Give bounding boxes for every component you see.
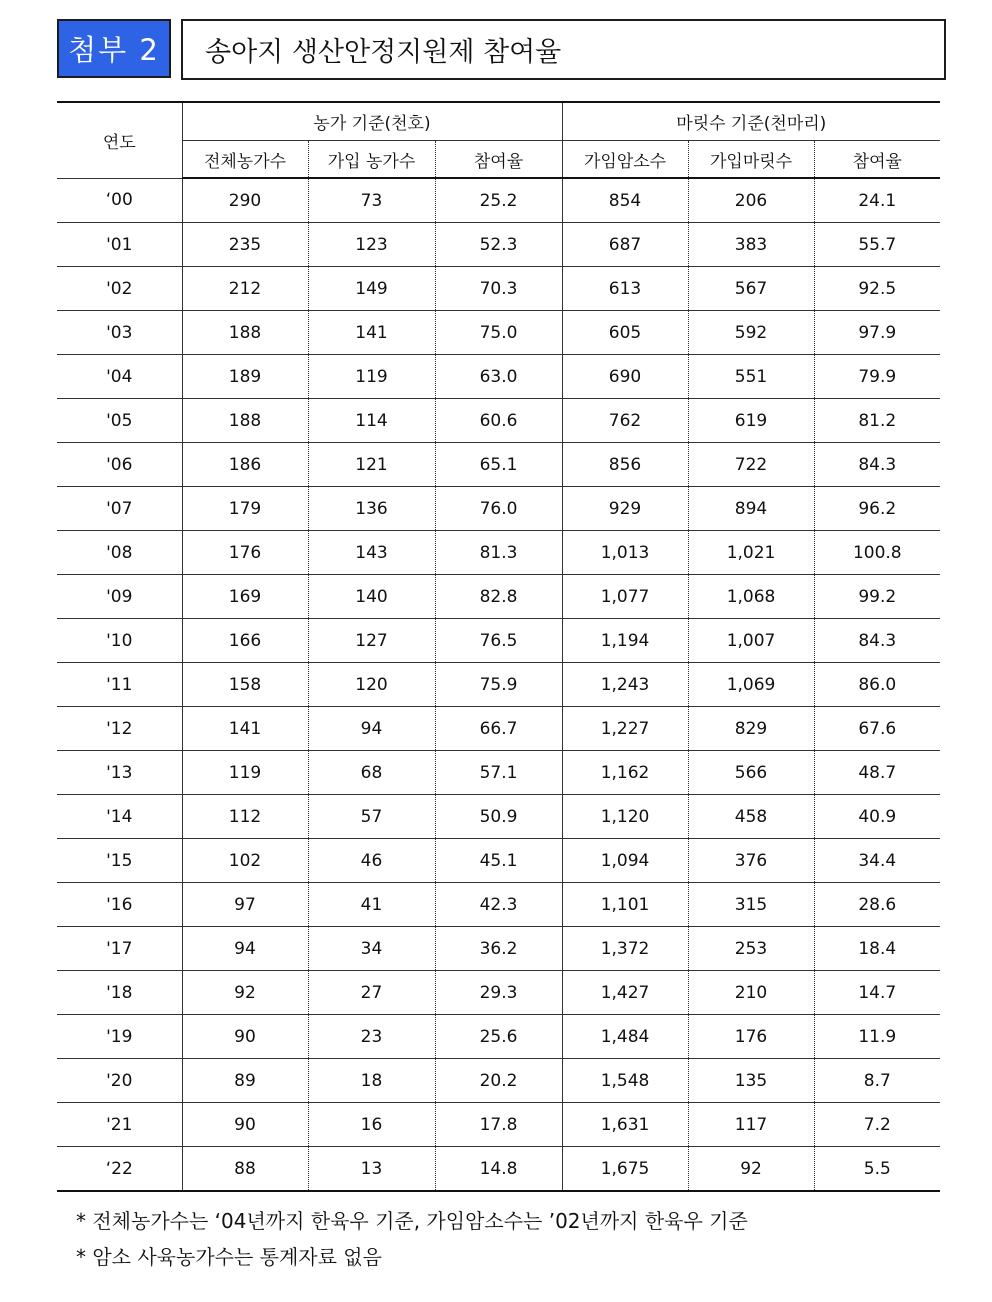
table-row [57,399,940,443]
table-cell: 94 [308,707,435,751]
table-cell: 34.4 [814,839,940,883]
table-cell: 169 [182,575,308,619]
year-cell: '14 [57,795,182,839]
table-row [57,971,940,1015]
table-cell: 76.5 [435,619,562,663]
table-cell: 176 [688,1015,814,1059]
table-cell: 1,101 [562,883,688,927]
table-row [57,178,940,223]
table-cell: 92 [182,971,308,1015]
table-cell: 613 [562,267,688,311]
table-cell: 158 [182,663,308,707]
table-cell: 143 [308,531,435,575]
year-cell: ‘22 [57,1147,182,1192]
table-row [57,795,940,839]
table-cell: 123 [308,223,435,267]
table-cell: 592 [688,311,814,355]
table-cell: 18.4 [814,927,940,971]
table-cell: 856 [562,443,688,487]
table-cell: 25.2 [435,178,562,223]
table-row [57,355,940,399]
table-cell: 90 [182,1103,308,1147]
table-cell: 1,675 [562,1147,688,1192]
table-cell: 57.1 [435,751,562,795]
table-cell: 75.9 [435,663,562,707]
sub-header-cell: 가입 농가수 [308,141,435,179]
table-cell: 189 [182,355,308,399]
year-cell: '03 [57,311,182,355]
table-cell: 1,548 [562,1059,688,1103]
year-cell: '16 [57,883,182,927]
table-cell: 84.3 [814,443,940,487]
table-cell: 1,120 [562,795,688,839]
table-cell: 210 [688,971,814,1015]
table-cell: 76.0 [435,487,562,531]
year-cell: '10 [57,619,182,663]
table-cell: 188 [182,311,308,355]
table-cell: 176 [182,531,308,575]
year-cell: '12 [57,707,182,751]
year-cell: '04 [57,355,182,399]
sub-header-cell: 가입마릿수 [688,141,814,179]
table-cell: 1,094 [562,839,688,883]
table-cell: 120 [308,663,435,707]
table-cell: 687 [562,223,688,267]
year-cell: ‘00 [57,178,182,223]
table-cell: 376 [688,839,814,883]
table-cell: 136 [308,487,435,531]
table-cell: 894 [688,487,814,531]
table-cell: 141 [308,311,435,355]
sub-header-cell: 전체농가수 [182,141,308,179]
table-cell: 119 [308,355,435,399]
table-cell: 854 [562,178,688,223]
table-cell: 17.8 [435,1103,562,1147]
table-row [57,575,940,619]
footnote: * 암소 사육농가수는 통계자료 없음 [76,1245,382,1269]
table-cell: 127 [308,619,435,663]
table-cell: 24.1 [814,178,940,223]
table-cell: 5.5 [814,1147,940,1192]
table-cell: 29.3 [435,971,562,1015]
participation-table [57,101,940,1192]
footnote: * 전체농가수는 ‘04년까지 한육우 기준, 가임암소수는 ’02년까지 한육우 기준 [76,1209,748,1233]
table-cell: 96.2 [814,487,940,531]
table-row [57,223,940,267]
table-row [57,927,940,971]
table-cell: 1,194 [562,619,688,663]
table-cell: 253 [688,927,814,971]
table-row [57,1147,940,1192]
year-cell: '21 [57,1103,182,1147]
table-cell: 36.2 [435,927,562,971]
sub-header-cell: 참여율 [814,141,940,179]
table-cell: 55.7 [814,223,940,267]
table-cell: 1,068 [688,575,814,619]
table-cell: 13 [308,1147,435,1192]
table-cell: 52.3 [435,223,562,267]
table-row [57,267,940,311]
table-cell: 65.1 [435,443,562,487]
table-cell: 141 [182,707,308,751]
table-cell: 102 [182,839,308,883]
table-cell: 1,427 [562,971,688,1015]
table-row [57,839,940,883]
table-cell: 41 [308,883,435,927]
table-cell: 45.1 [435,839,562,883]
table-cell: 48.7 [814,751,940,795]
table-row [57,1103,940,1147]
table-cell: 99.2 [814,575,940,619]
table-cell: 114 [308,399,435,443]
table-cell: 1,243 [562,663,688,707]
year-cell: '08 [57,531,182,575]
table-cell: 84.3 [814,619,940,663]
table-cell: 23 [308,1015,435,1059]
table-cell: 119 [182,751,308,795]
table-cell: 762 [562,399,688,443]
farm-basis-header: 농가 기준(천호) [182,102,562,141]
table-row [57,883,940,927]
table-cell: 66.7 [435,707,562,751]
year-cell: '06 [57,443,182,487]
table-cell: 81.2 [814,399,940,443]
table-cell: 1,007 [688,619,814,663]
table-cell: 14.7 [814,971,940,1015]
year-cell: '19 [57,1015,182,1059]
table-cell: 68 [308,751,435,795]
year-cell: '17 [57,927,182,971]
year-cell: '20 [57,1059,182,1103]
table-row [57,531,940,575]
table-row [57,707,940,751]
sub-header-cell: 참여율 [435,141,562,179]
table-cell: 566 [688,751,814,795]
table-cell: 186 [182,443,308,487]
table-cell: 16 [308,1103,435,1147]
table-cell: 929 [562,487,688,531]
table-cell: 92.5 [814,267,940,311]
table-cell: 60.6 [435,399,562,443]
table-row [57,663,940,707]
table-cell: 100.8 [814,531,940,575]
table-cell: 27 [308,971,435,1015]
table-cell: 290 [182,178,308,223]
table-cell: 70.3 [435,267,562,311]
table-cell: 86.0 [814,663,940,707]
table-cell: 166 [182,619,308,663]
table-cell: 97.9 [814,311,940,355]
table-cell: 79.9 [814,355,940,399]
table-cell: 458 [688,795,814,839]
table-cell: 90 [182,1015,308,1059]
table-cell: 235 [182,223,308,267]
year-cell: '13 [57,751,182,795]
table-cell: 67.6 [814,707,940,751]
table-cell: 1,631 [562,1103,688,1147]
table-cell: 25.6 [435,1015,562,1059]
table-cell: 1,077 [562,575,688,619]
table-cell: 551 [688,355,814,399]
sub-header-row [57,141,940,179]
sub-header-cell: 가임암소수 [562,141,688,179]
table-cell: 97 [182,883,308,927]
table-cell: 89 [182,1059,308,1103]
table-cell: 75.0 [435,311,562,355]
table-cell: 315 [688,883,814,927]
table-cell: 7.2 [814,1103,940,1147]
table-cell: 50.9 [435,795,562,839]
table-cell: 81.3 [435,531,562,575]
table-cell: 188 [182,399,308,443]
table-cell: 92 [688,1147,814,1192]
table-row [57,751,940,795]
year-cell: '07 [57,487,182,531]
year-cell: '05 [57,399,182,443]
table-cell: 1,013 [562,531,688,575]
table-cell: 40.9 [814,795,940,839]
table-cell: 619 [688,399,814,443]
table-cell: 8.7 [814,1059,940,1103]
table-cell: 20.2 [435,1059,562,1103]
year-cell: '15 [57,839,182,883]
table-row [57,1059,940,1103]
table-cell: 1,372 [562,927,688,971]
table-cell: 135 [688,1059,814,1103]
table-cell: 140 [308,575,435,619]
footnotes [76,1207,748,1279]
table-cell: 690 [562,355,688,399]
table-cell: 14.8 [435,1147,562,1192]
table-cell: 11.9 [814,1015,940,1059]
table-cell: 112 [182,795,308,839]
head-count-basis-header: 마릿수 기준(천마리) [562,102,940,141]
table-cell: 117 [688,1103,814,1147]
table-row [57,619,940,663]
table-cell: 34 [308,927,435,971]
table-cell: 1,021 [688,531,814,575]
attachment-badge: 첨부 2 [57,19,171,78]
table-row [57,487,940,531]
table-cell: 567 [688,267,814,311]
table-cell: 212 [182,267,308,311]
table-cell: 383 [688,223,814,267]
table-cell: 88 [182,1147,308,1192]
table-cell: 149 [308,267,435,311]
year-cell: '18 [57,971,182,1015]
table-cell: 46 [308,839,435,883]
table-cell: 1,069 [688,663,814,707]
table-cell: 829 [688,707,814,751]
table-cell: 73 [308,178,435,223]
table-cell: 1,227 [562,707,688,751]
table-cell: 1,484 [562,1015,688,1059]
table-row [57,1015,940,1059]
year-column-header: 연도 [57,102,182,178]
table-cell: 28.6 [814,883,940,927]
year-cell: '01 [57,223,182,267]
table-cell: 121 [308,443,435,487]
table-cell: 42.3 [435,883,562,927]
table-cell: 18 [308,1059,435,1103]
table-cell: 94 [182,927,308,971]
page-title: 송아지 생산안정지원제 참여율 [181,19,946,80]
table-cell: 605 [562,311,688,355]
table-row [57,311,940,355]
table-cell: 206 [688,178,814,223]
table-cell: 82.8 [435,575,562,619]
table-cell: 722 [688,443,814,487]
table-row [57,443,940,487]
table-cell: 63.0 [435,355,562,399]
table-cell: 179 [182,487,308,531]
table-cell: 57 [308,795,435,839]
year-cell: '11 [57,663,182,707]
year-cell: '09 [57,575,182,619]
table-cell: 1,162 [562,751,688,795]
year-cell: '02 [57,267,182,311]
table-body [57,178,940,1191]
